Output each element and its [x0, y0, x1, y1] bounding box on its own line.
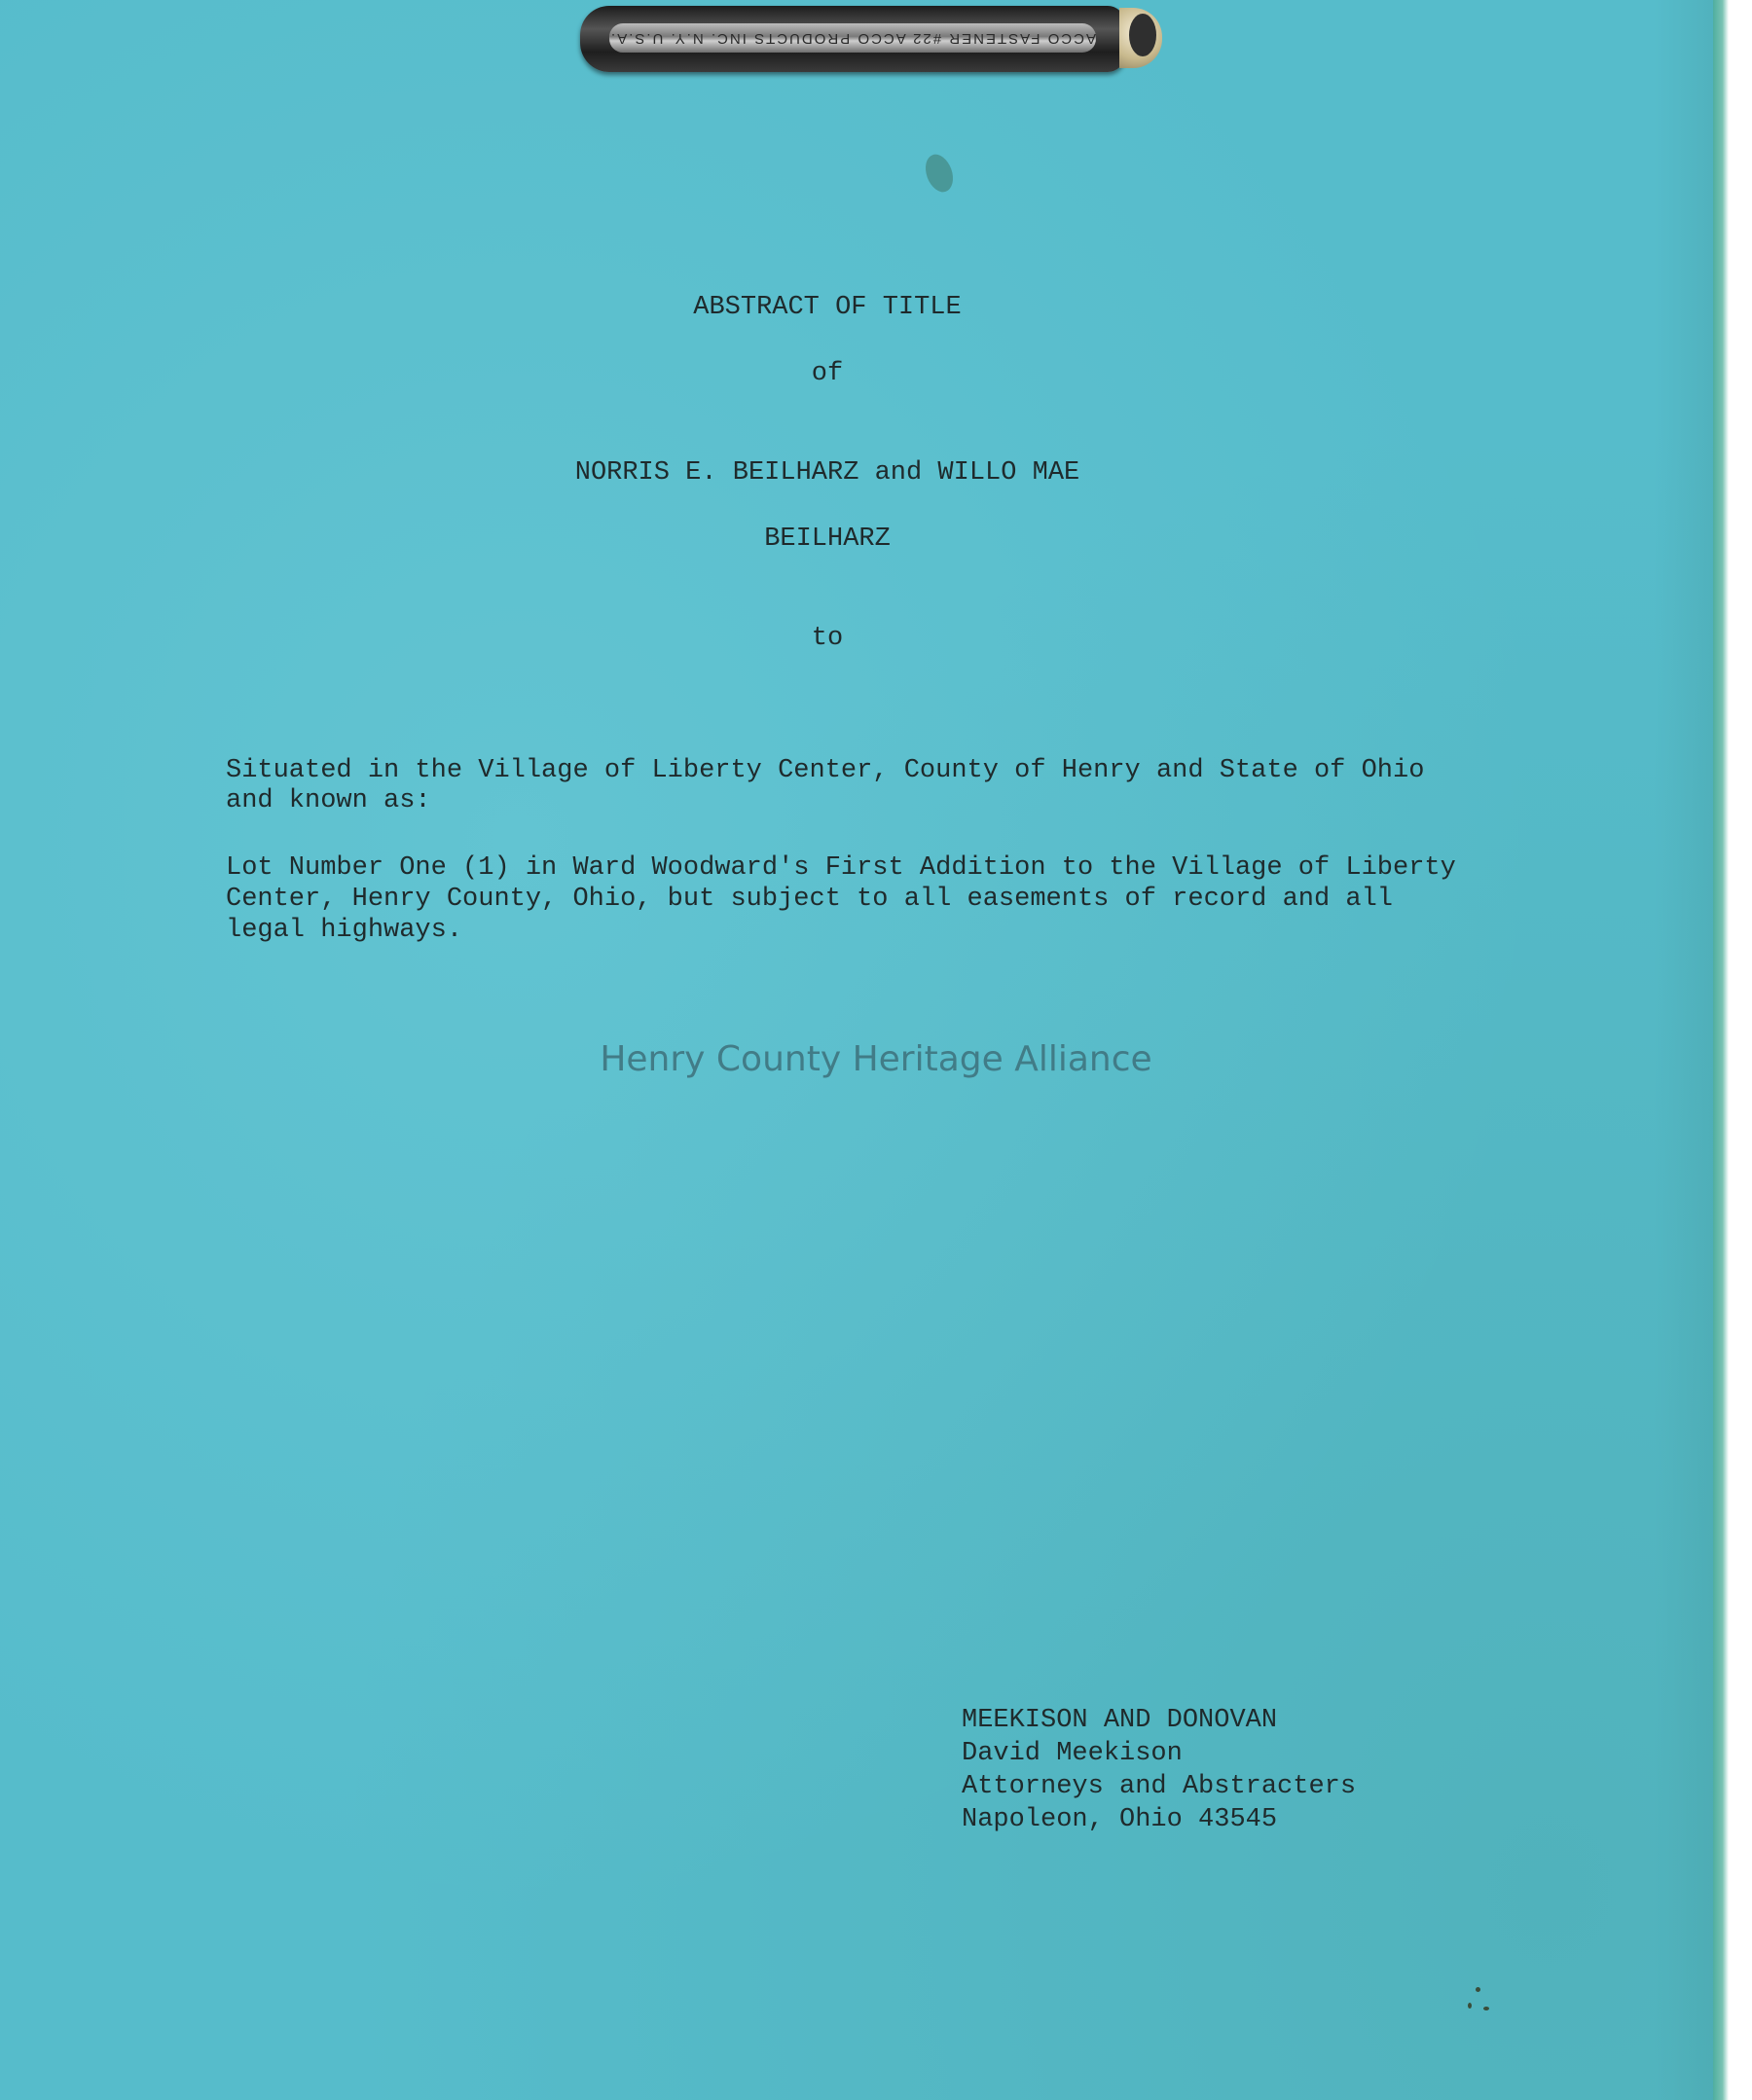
- lot-description-line3: legal highways.: [226, 916, 463, 945]
- firm-role: Attorneys and Abstracters: [962, 1772, 1357, 1801]
- situated-line1: Situated in the Village of Liberty Center, County of Henry and State of Ohio: [226, 756, 1425, 785]
- watermark: Henry County Heritage Alliance: [600, 1039, 1152, 1079]
- firm-address: Napoleon, Ohio 43545: [962, 1805, 1278, 1834]
- owner-names-line1: NORRIS E. BEILHARZ and WILLO MAE: [574, 458, 1080, 488]
- lot-description-line1: Lot Number One (1) in Ward Woodward's First Addition to the Village of Liberty: [226, 853, 1456, 883]
- owner-names-line2: BEILHARZ: [764, 525, 891, 554]
- dirt-speck: [1483, 2007, 1489, 2010]
- fastener-plate: [609, 23, 1096, 53]
- title-to: to: [811, 624, 844, 653]
- situated-line2: and known as:: [226, 786, 431, 815]
- dirt-speck: [1468, 2003, 1472, 2009]
- ink-smudge: [921, 151, 958, 196]
- document-title: ABSTRACT OF TITLE: [693, 293, 962, 322]
- lot-description-line2: Center, Henry County, Ohio, but subject to all easements of record and all: [226, 885, 1393, 914]
- punch-hole: [1129, 14, 1156, 56]
- title-of: of: [811, 359, 844, 388]
- metal-fastener: [580, 6, 1125, 72]
- attorney-name: David Meekison: [962, 1739, 1183, 1768]
- dirt-speck: [1476, 1987, 1480, 1992]
- fastener-imprint: ACCO FASTENER #22 ACCO PRODUCTS INC. N.Y. U.S.A.: [609, 30, 1096, 47]
- firm-name: MEEKISON AND DONOVAN: [962, 1706, 1278, 1735]
